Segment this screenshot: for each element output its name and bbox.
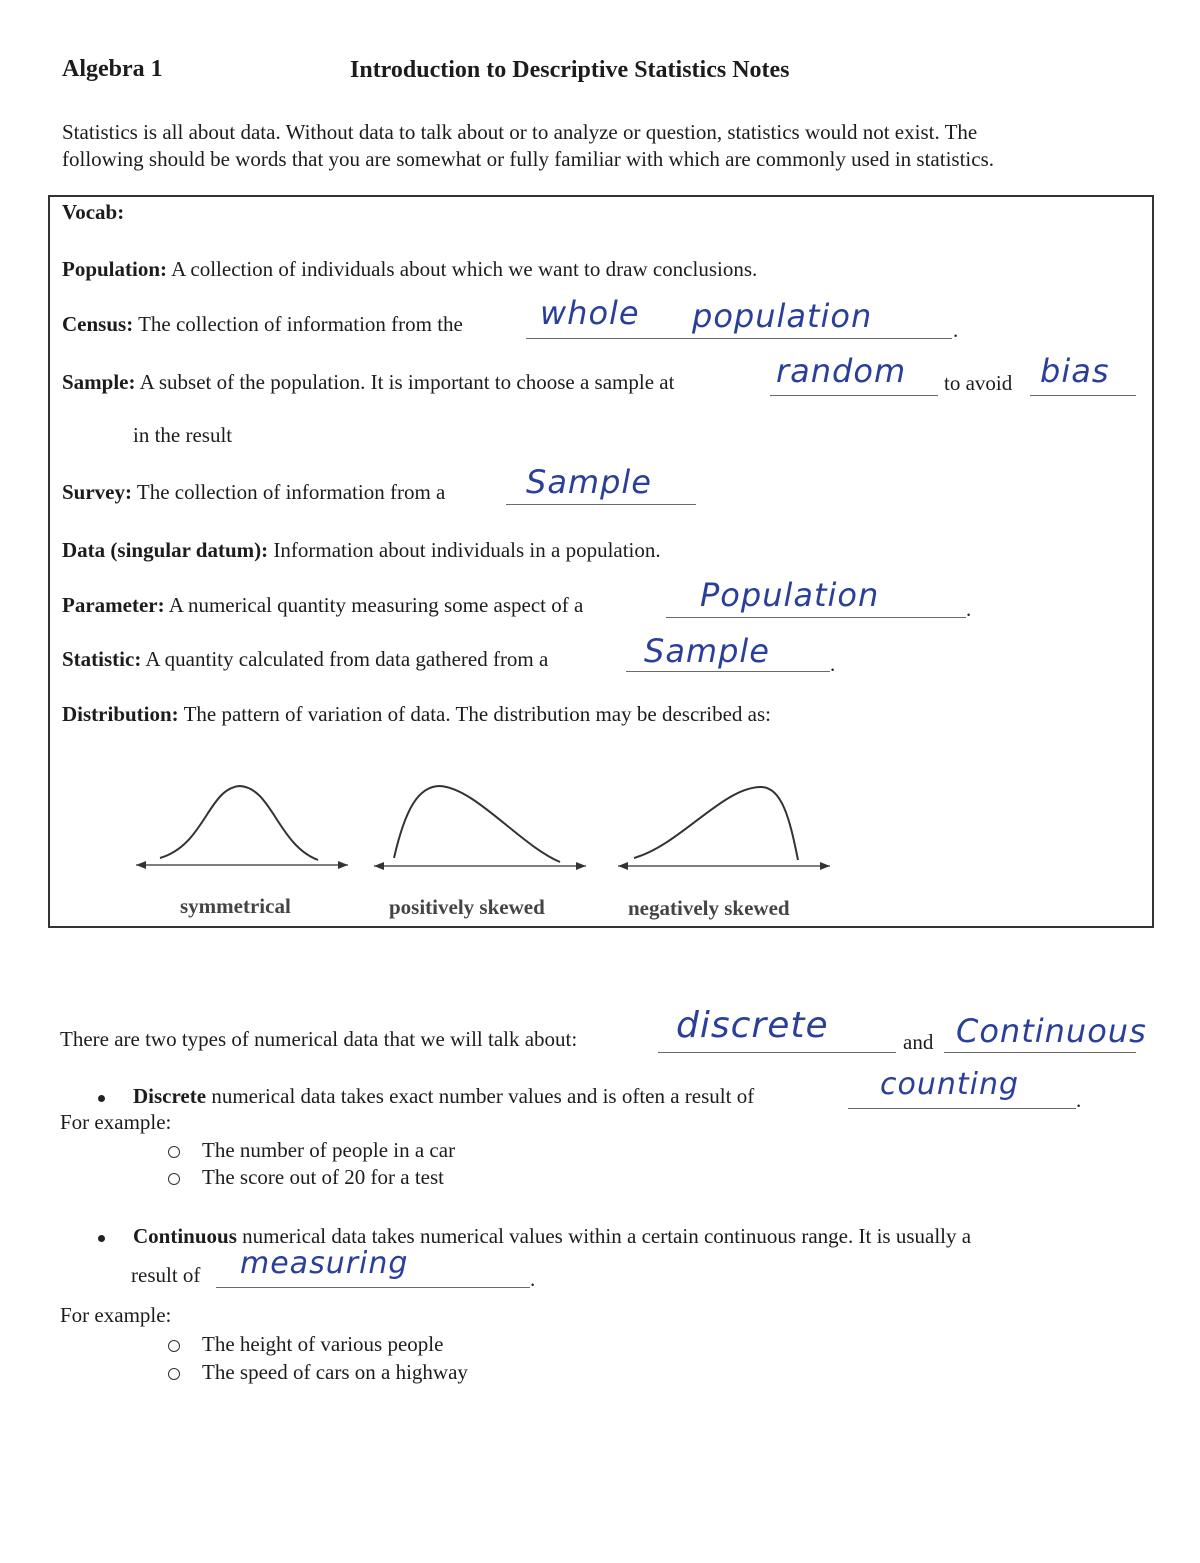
- continuous-example-1: The height of various people: [168, 1332, 443, 1357]
- label-negatively-skewed: negatively skewed: [628, 896, 790, 920]
- intro-line-2: following should be words that you are somewhat or fully familiar with which are commonly used in statistics.: [62, 147, 994, 171]
- types-blank-1[interactable]: [658, 1052, 896, 1053]
- sample-answer-1: random: [776, 352, 907, 390]
- bullet-circle: [168, 1340, 180, 1352]
- discrete-example-label: For example:: [60, 1110, 172, 1134]
- term-census: Census:: [62, 312, 134, 336]
- discrete-bullet: [98, 1084, 754, 1109]
- page-title: Introduction to Descriptive Statistics Notes: [350, 57, 790, 83]
- continuous-example-2: The speed of cars on a highway: [168, 1360, 468, 1385]
- bullet-dot: [98, 1235, 105, 1242]
- continuous-term: Continuous: [133, 1224, 237, 1248]
- bullet-circle: [168, 1146, 180, 1158]
- continuous-bullet: [98, 1224, 971, 1249]
- parameter-period: .: [966, 597, 972, 621]
- continuous-line2: result of: [131, 1263, 201, 1287]
- positively-skewed-curve: [394, 786, 560, 862]
- term-sample: Sample:: [62, 370, 136, 394]
- def-survey: The collection of information from a: [136, 480, 446, 504]
- continuous-example-label: For example:: [60, 1303, 172, 1327]
- statistic-period: .: [830, 652, 836, 676]
- def-parameter: A numerical quantity measuring some aspect of a: [168, 593, 584, 617]
- intro-line-1: Statistics is all about data. Without data to talk about or to analyze or question, statistics would not exist. The: [62, 120, 978, 144]
- def-population: A collection of individuals about which we want to draw conclusions.: [171, 257, 758, 281]
- census-answer-1: whole: [540, 294, 640, 332]
- sample-mid-text: to avoid: [944, 371, 1013, 395]
- vocab-heading: Vocab:: [62, 200, 125, 224]
- types-blank-2[interactable]: [944, 1052, 1136, 1053]
- term-statistic: Statistic:: [62, 647, 142, 671]
- negatively-skewed-curve: [634, 787, 798, 860]
- def-data: Information about individuals in a population.: [273, 538, 661, 562]
- continuous-blank[interactable]: [216, 1287, 530, 1288]
- discrete-period: .: [1076, 1088, 1082, 1112]
- term-survey: Survey:: [62, 480, 132, 504]
- term-distribution: Distribution:: [62, 702, 179, 726]
- census-answer-2: population: [692, 297, 873, 335]
- discrete-term: Discrete: [133, 1084, 207, 1108]
- continuous-period: .: [530, 1267, 536, 1291]
- label-symmetrical: symmetrical: [180, 894, 291, 918]
- term-population: Population:: [62, 257, 168, 281]
- sample-continued: in the result: [133, 423, 233, 447]
- label-positively-skewed: positively skewed: [389, 895, 545, 919]
- continuous-def: numerical data takes numerical values within a certain continuous range. It is usually a: [242, 1224, 972, 1248]
- continuous-answer: measuring: [240, 1246, 409, 1281]
- types-and: and: [903, 1030, 934, 1054]
- discrete-answer: counting: [880, 1067, 1020, 1102]
- bullet-circle: [168, 1173, 180, 1185]
- term-parameter: Parameter:: [62, 593, 165, 617]
- def-census: The collection of information from the: [138, 312, 463, 336]
- types-answer-2: Continuous: [956, 1012, 1147, 1050]
- discrete-def: numerical data takes exact number values and is often a result of: [211, 1084, 755, 1108]
- census-period: .: [953, 318, 959, 342]
- statistic-answer: Sample: [644, 632, 770, 670]
- discrete-example-1: The number of people in a car: [168, 1138, 455, 1163]
- bullet-dot: [98, 1095, 105, 1102]
- course-name: Algebra 1: [62, 56, 163, 82]
- discrete-blank[interactable]: [848, 1108, 1076, 1109]
- symmetrical-curve: [160, 786, 318, 860]
- sample-answer-2: bias: [1040, 352, 1110, 390]
- parameter-answer: Population: [700, 576, 880, 614]
- survey-answer: Sample: [526, 463, 652, 501]
- types-line: There are two types of numerical data that we will talk about:: [60, 1027, 578, 1051]
- bullet-circle: [168, 1368, 180, 1380]
- def-statistic: A quantity calculated from data gathered from a: [145, 647, 549, 671]
- types-answer-1: discrete: [676, 1005, 829, 1046]
- discrete-example-2: The score out of 20 for a test: [168, 1165, 444, 1190]
- term-data: Data (singular datum):: [62, 538, 269, 562]
- def-distribution: The pattern of variation of data. The distribution may be described as:: [183, 702, 771, 726]
- def-sample: A subset of the population. It is important to choose a sample at: [139, 370, 675, 394]
